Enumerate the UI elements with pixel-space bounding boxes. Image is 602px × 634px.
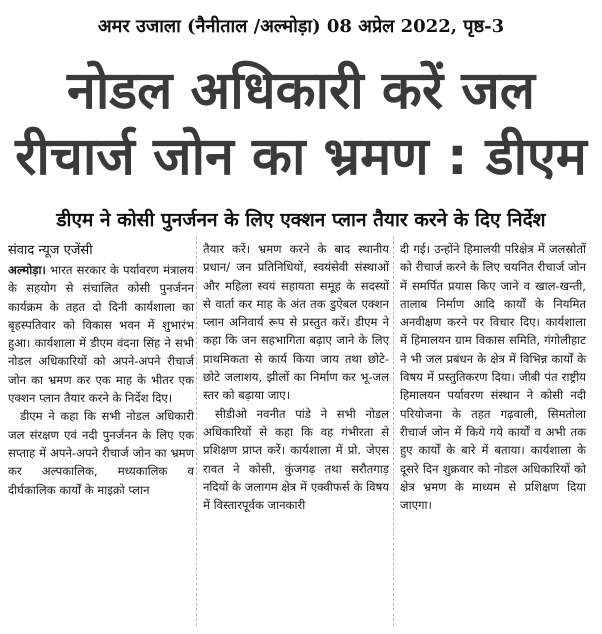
paragraph: सीडीओ नवनीत पांडे ने सभी नोडल अधिकारियों से कहा कि वह गंभीरता से प्रशिक्षण प्राप्त करें। कार्यशाला में प्रो. जेएस रावत ने कोसी, कुंजगढ़ तथा सरौतगाड़ नदियों के जलागम क्षेत्र में एक्वीफर्स के विषय में विस्तारपूर्वक जानकारी [203,406,389,513]
paragraph-text: भारत सरकार के पर्यावरण मंत्रालय के सहयोग से संचालित कोसी पुनर्जनन कार्यक्रम के तहत दो दिनी कार्यशाला का बृहस्पतिवार को विकास भवन में शुभारंभ हुआ। कार्यशाला में डीएम वंदना सिंह ने सभी नोडल अधिकारियों को अपने-अपने रीचार्ज जोन का भ्रमण कर एक माह के भीतर एक एक्शन प्लान तैयार करने के निर्देश दिए। [8,263,195,406]
headline [6,58,596,190]
source-line: अमर उजाला (नैनीताल /अल्मोड़ा) 08 अप्रेल 2022, पृष्ठ-3 [97,16,505,37]
subheadline: डीएम ने कोसी पुनर्जनन के लिए एक्शन प्लान तैयार करने के दिए निर्देश [56,209,546,231]
article-column-2 [203,240,389,514]
paragraph: दी गई। उन्होंने हिमालयी परिक्षेत्र में जलस्रोतों को रीचार्ज करने के लिए चयनित रीचार्ज जोन में समर्पित प्रयास किए जाने व खाल-खन्ती, तालाब निर्माण आदि कार्यों के नियमित अनवीक्षण करने पर विचार दिए। कार्यशाला में हिमालयन ग्राम विकास समिति, गंगोलीहाट ने भी जल प्रबंधन के क्षेत्र में विभिन्न कार्यों के विषय में प्रस्तुतिकरण दिया। जीबी पंत राष्ट्रीय हिमालयन पर्यावरण संस्थान ने कोसी नदी परियोजना के तहत गढ़वाली, सिमतोला रीचार्ज जोन में किये गये कार्यों व अभी तक हुए कार्यों के बारे में बताया। कार्यशाला के दूसरे दिन शुक्रवार को नोडल अधिकारियों को क्षेत्र भ्रमण के माध्यम से प्रशिक्षण दिया जाएगा। [400,242,586,513]
dateline: अल्मोड़ा। [8,263,46,277]
headline-line-2: रीचार्ज जोन का भ्रमण : डीएम [15,127,587,187]
article-column-1 [8,261,194,499]
column-divider [196,236,197,626]
headline-line-1: नोडल अधिकारी करें जल [66,61,536,121]
byline: संवाद न्यूज एजेंसी [8,243,93,258]
paragraph: डीएम ने कहा कि सभी नोडल अधिकारी जल संरक्षण एवं नदी पुनर्जनन के लिए एक सप्ताह में अपने-अपने रीचार्ज जोन का भ्रमण कर अल्पकालिक, मध्यकालिक व दीर्घकालिक कार्यों के माइक्रो प्लान [8,409,194,497]
paragraph: तैयार करें। भ्रमण करने के बाद स्थानीय प्रधान/ जन प्रतिनिधियों, स्वयंसेवी संस्थाओं और महिला स्वयं सहायता समूह के सदस्यों से वार्ता कर माह के अंत तक डुऐबल एक्शन प्लान अनिवार्य रूप से प्रस्तुत करें। डीएम ने कहा कि जन सहभागिता बढ़ाए जाने के लिए प्राथमिकता से कार्य किया जाय तथा छोटे-छोटे जलाशय, झीलों का निर्माण कर भू-जल स्तर को बढ़ाया जाए। [203,242,389,403]
column-divider [393,236,394,626]
article-column-3 [400,240,586,514]
paragraph [8,261,194,407]
